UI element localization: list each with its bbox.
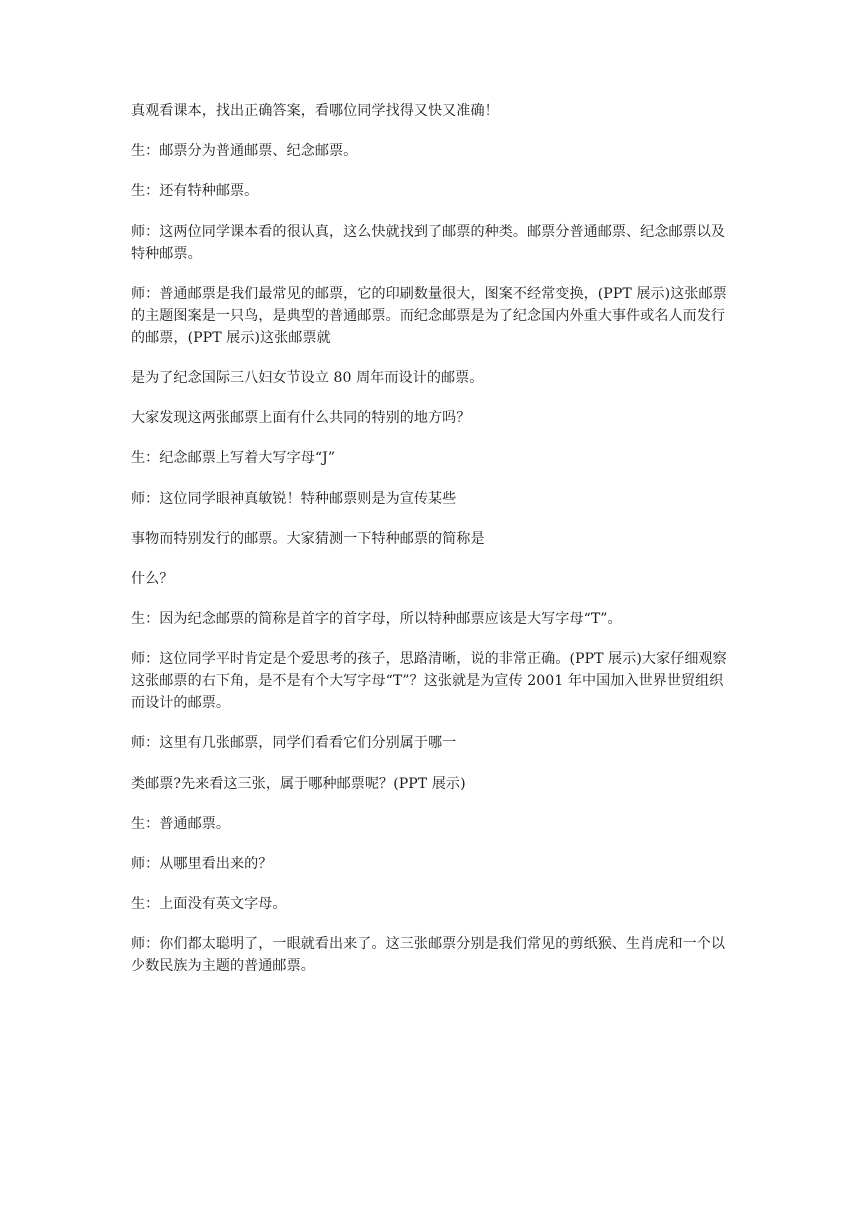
paragraph: 生：因为纪念邮票的简称是首字的首字母，所以特种邮票应该是大写字母“T”。: [131, 611, 622, 628]
paragraph: 师：这两位同学课本看的很认真，这么快就找到了邮票的种类。邮票分普通邮票、纪念邮票以及特种邮票。: [131, 223, 726, 262]
paragraph: 大家发现这两张邮票上面有什么共同的特别的地方吗？: [131, 410, 471, 427]
paragraph: 真观看课本，找出正确答案，看哪位同学找得又快又准确！: [131, 103, 499, 119]
document-body: [131, 100, 731, 996]
paragraph: 什么？: [131, 570, 174, 587]
paragraph: 生：邮票分为普通邮票、纪念邮票。: [131, 143, 358, 160]
paragraph: 生：纪念邮票上写着大写字母“J”: [131, 450, 336, 467]
paragraph: 事物而特别发行的邮票。大家猜测一下特种邮票的简称是: [131, 530, 485, 547]
paragraph: 类邮票?先来看这三张，属于哪种邮票呢？(PPT 展示): [131, 775, 466, 792]
paragraph: 生：普通邮票。: [131, 815, 231, 832]
paragraph: 师：普通邮票是我们最常见的邮票，它的印刷数量很大，图案不经常变换，(PPT 展示)这张邮票的主题图案是一只鸟，是典型的普通邮票。而纪念邮票是为了纪念国内外重大事件或名人而发行的邮票，(PPT 展示)这张邮票就: [131, 285, 727, 346]
paragraph: 生：还有特种邮票。: [131, 183, 259, 200]
paragraph: 师：你们都太聪明了，一眼就看出来了。这三张邮票分别是我们常见的剪纸猴、生肖虎和一个以少数民族为主题的普通邮票。: [131, 936, 726, 975]
paragraph: 师：这里有几张邮票，同学们看看它们分别属于哪一: [131, 735, 457, 752]
paragraph: 是为了纪念国际三八妇女节设立 80 周年而设计的邮票。: [131, 369, 484, 386]
paragraph: 师：这位同学平时肯定是个爱思考的孩子，思路清晰，说的非常正确。(PPT 展示)大家仔细观察这张邮票的右下角，是不是有个大写字母“T”？这张就是为宣传 2001 年中国加入世界世贸组织而设计的邮票。: [131, 651, 727, 712]
paragraph: 师：这位同学眼神真敏锐！特种邮票则是为宣传某些: [131, 490, 457, 507]
paragraph: 生：上面没有英文字母。: [131, 896, 287, 913]
paragraph: 师：从哪里看出来的？: [131, 856, 273, 872]
